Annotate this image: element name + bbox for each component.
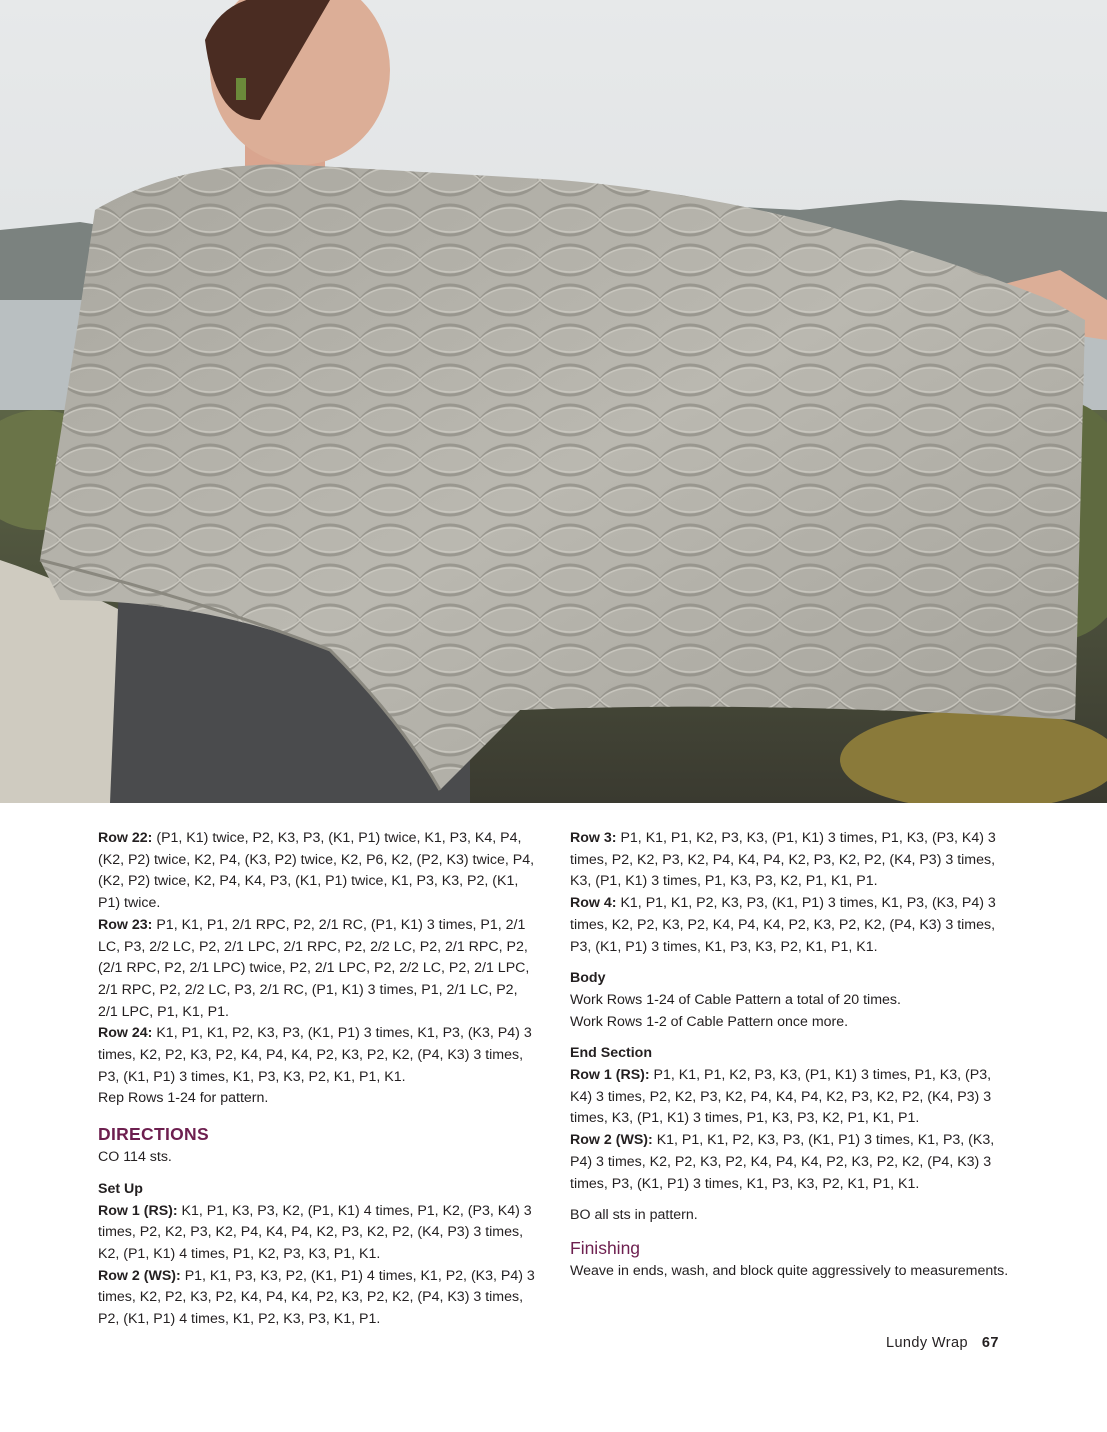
end-row-2-text: K1, P1, K1, P2, K3, P3, (K1, P1) 3 times, K1, P3, (K3, P4) 3 times, K2, P2, K3, P2, K4, P4, K4, P2, K3, P2, K2, (P4, K3) 3 times, P3, (K1, P1) 3 times, K1, P3, K3, P2, K1, P1, K1. <box>570 1132 995 1192</box>
body-line-2: Work Rows 1-2 of Cable Pattern once more. <box>570 1013 849 1030</box>
finishing-text: Weave in ends, wash, and block quite aggressively to measurements. <box>570 1262 1009 1279</box>
row-23-label: Row 23: <box>98 916 153 933</box>
row-23-text: P1, K1, P1, 2/1 RPC, P2, 2/1 RC, (P1, K1) 3 times, P1, 2/1 LC, P3, 2/2 LC, P2, 2/1 LPC, 2/1 RPC, P2, 2/2 LC, P2, 2/1 RPC, P2, (2/1 RPC, P2, 2/1 LPC) twice, P2, 2/1 LPC, P2, 2/2 LC, P2, 2/1 LPC, 2/1 RPC, P2, 2/2 LC, P3, 2/1 RC, (P1, K1) 3 times, P1, 2/1 LC, P2, 2/1 LPC, P1, K1, P1. <box>98 916 530 1020</box>
setup-row-2-text: P1, K1, P3, K3, P2, (K1, P1) 4 times, K1, P2, (K3, P4) 3 times, K2, P2, K3, P2, K4, P4, K4, P2, K3, P2, K2, (P4, K3) 3 times, P2, (K1, P1) 4 times, K1, P2, K3, P3, K1, P1. <box>98 1267 535 1328</box>
end-row-1-label: Row 1 (RS): <box>570 1067 650 1084</box>
setup-row-1-label: Row 1 (RS): <box>98 1202 178 1219</box>
row-24-instruction <box>98 1023 538 1088</box>
row-24-label: Row 24: <box>98 1025 153 1042</box>
right-column <box>570 828 1010 1283</box>
end-row-1-instruction <box>570 1065 1010 1130</box>
end-row-1-text: P1, K1, P1, K2, P3, K3, (P1, K1) 3 times, P1, K3, (P3, K4) 3 times, P2, K2, P3, K2, P4, K4, P4, K2, P3, K2, P2, (K4, P3) 3 times, K3, (P1, K1) 3 times, P1, K3, P3, K2, P1, K1, P1. <box>570 1067 992 1127</box>
finishing-heading: Finishing <box>570 1237 641 1258</box>
body-heading: Body <box>570 970 606 987</box>
row-3-instruction <box>570 828 1010 893</box>
row-22-text: (P1, K1) twice, P2, K3, P3, (K1, P1) twice, K1, P3, K4, P4, (K2, P2) twice, K2, P4, (K3, P2) twice, K2, P6, K2, (P2, K3) twice, P4, (K2, P2) twice, K2, P4, K4, P3, (K1, P1) twice, K1, P3, K3, P2, (K1, P1) twice. <box>98 830 535 912</box>
bind-off-text: BO all sts in pattern. <box>570 1207 698 1224</box>
setup-row-1-instruction <box>98 1201 538 1266</box>
row-4-instruction <box>570 893 1010 958</box>
end-row-2-label: Row 2 (WS): <box>570 1132 653 1149</box>
cast-on-text: CO 114 sts. <box>98 1149 172 1166</box>
end-row-2-instruction <box>570 1130 1010 1195</box>
row-3-label: Row 3: <box>570 830 617 846</box>
left-column <box>98 828 538 1331</box>
repeat-note: Rep Rows 1-24 for pattern. <box>98 1090 269 1107</box>
row-22-label: Row 22: <box>98 830 153 846</box>
row-22-instruction <box>98 828 538 915</box>
row-3-text: P1, K1, P1, K2, P3, K3, (P1, K1) 3 times, P1, K3, (P3, K4) 3 times, P2, K2, P3, K2, P4, K4, P4, K2, P3, K2, P2, (K4, P3) 3 times, K3, (P1, K1) 3 times, P1, K3, P3, K2, P1, K1, P1. <box>570 830 996 890</box>
page-footer <box>886 1335 999 1351</box>
setup-row-2-instruction <box>98 1266 538 1331</box>
setup-row-2-label: Row 2 (WS): <box>98 1267 181 1284</box>
row-23-instruction <box>98 915 538 1024</box>
setup-heading: Set Up <box>98 1180 143 1197</box>
end-section-heading: End Section <box>570 1045 652 1062</box>
row-24-text: K1, P1, K1, P2, K3, P3, (K1, P1) 3 times, K1, P3, (K3, P4) 3 times, K2, P2, K3, P2, K4, P4, K4, P2, K3, P2, K2, (P4, K3) 3 times, P3, (K1, P1) 3 times, K1, P3, K3, P2, K1, P1, K1. <box>98 1025 532 1085</box>
setup-row-1-text: K1, P1, K3, P3, K2, (P1, K1) 4 times, P1, K2, (P3, K4) 3 times, P2, K2, P3, K2, P4, K4, P4, K2, P3, K2, P2, (K4, P3) 3 times, K2, (P1, K1) 4 times, P1, K2, P3, K3, P1, K1. <box>98 1202 532 1262</box>
body-line-1: Work Rows 1-24 of Cable Pattern a total of 20 times. <box>570 991 901 1008</box>
row-4-text: K1, P1, K1, P2, K3, P3, (K1, P1) 3 times, K1, P3, (K3, P4) 3 times, K2, P2, K3, P2, K4, P4, K4, P2, K3, P2, K2, (P4, K3) 3 times, P3, (K1, P1) 3 times, K1, P3, K3, P2, K1, P1, K1. <box>570 895 996 955</box>
directions-heading: DIRECTIONS <box>98 1124 209 1145</box>
row-4-label: Row 4: <box>570 895 617 912</box>
page-number: 67 <box>981 1335 999 1351</box>
footer-title: Lundy Wrap <box>886 1335 968 1351</box>
